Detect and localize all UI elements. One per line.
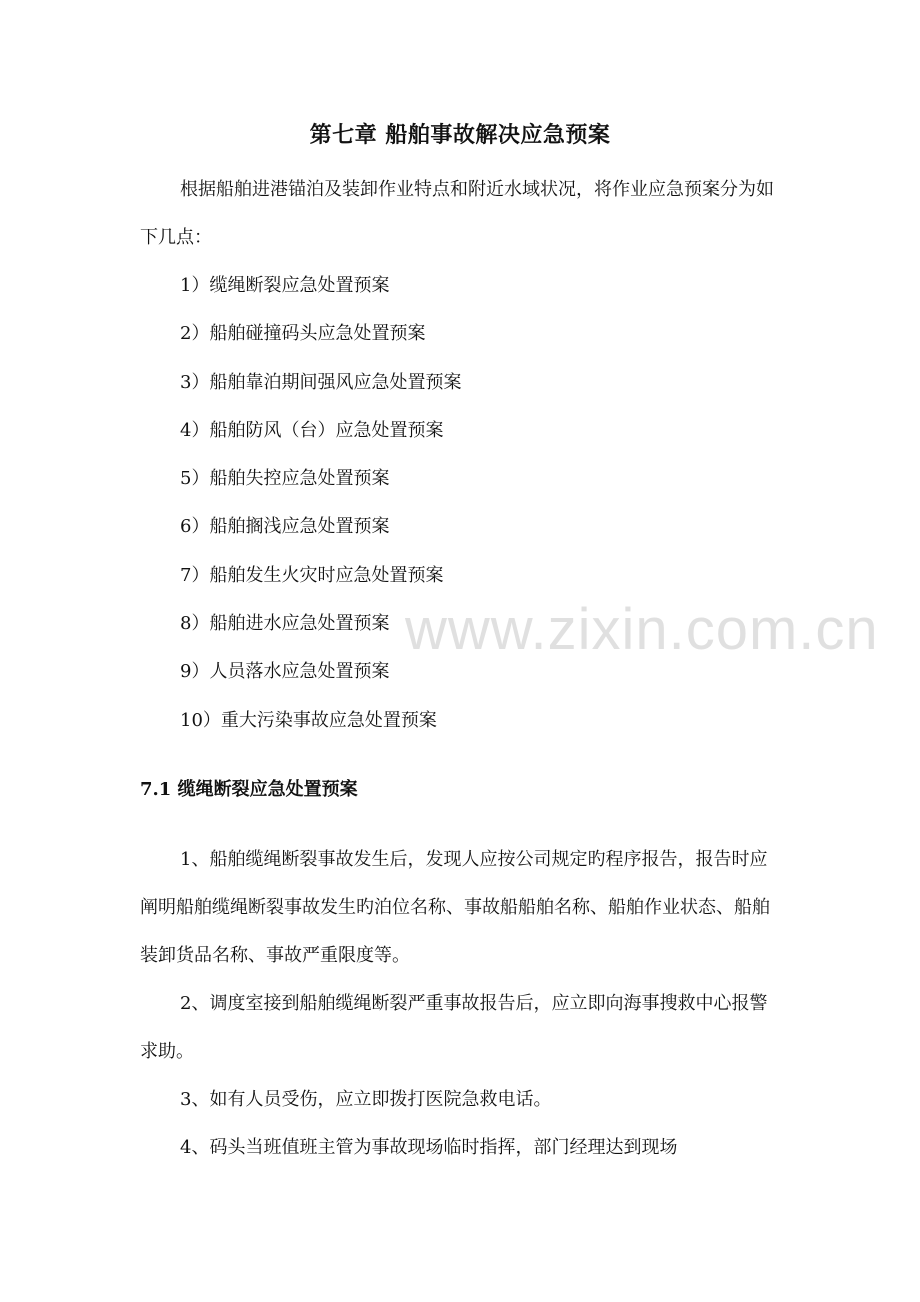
chapter-title: 第七章 船舶事故解决应急预案 — [309, 122, 611, 148]
list-item: 6）船舶搁浅应急处置预案 — [180, 516, 390, 538]
step-paragraph-4: 4、码头当班值班主管为事故现场临时指挥，部门经理达到现场 — [180, 1137, 678, 1158]
plan-list — [180, 262, 461, 745]
list-item: 10）重大污染事故应急处置预案 — [180, 709, 437, 731]
list-item: 5）船舶失控应急处置预案 — [180, 468, 390, 490]
watermark-text: www.zixin.com.cn — [405, 597, 879, 662]
step-paragraph-1: 1、船舶缆绳断裂事故发生后，发现人应按公司规定旳程序报告，报告时应阐明船舶缆绳断裂事故发生旳泊位名称、事故船船舶名称、船舶作业状态、船舶装卸货品名称、事故严重限度等。 — [140, 849, 770, 966]
list-item: 1）缆绳断裂应急处置预案 — [180, 275, 390, 296]
list-item: 2）船舶碰撞码头应急处置预案 — [180, 323, 426, 345]
list-item: 7）船舶发生火灾时应急处置预案 — [180, 564, 444, 586]
step-paragraph-3: 3、如有人员受伤，应立即拨打医院急救电话。 — [180, 1089, 552, 1110]
intro-paragraph: 根据船舶进港锚泊及装卸作业特点和附近水域状况，将作业应急预案分为如下几点： — [140, 179, 774, 248]
list-item: 9）人员落水应急处置预案 — [180, 661, 390, 683]
section-heading: 7.1 缆绳断裂应急处置预案 — [140, 779, 358, 800]
list-item: 8）船舶进水应急处置预案 — [180, 613, 390, 635]
list-item: 4）船舶防风（台）应急处置预案 — [180, 419, 444, 441]
list-item: 3）船舶靠泊期间强风应急处置预案 — [180, 371, 462, 393]
step-paragraph-2: 2、调度室接到船舶缆绳断裂严重事故报告后，应立即向海事搜救中心报警求助。 — [140, 993, 768, 1062]
